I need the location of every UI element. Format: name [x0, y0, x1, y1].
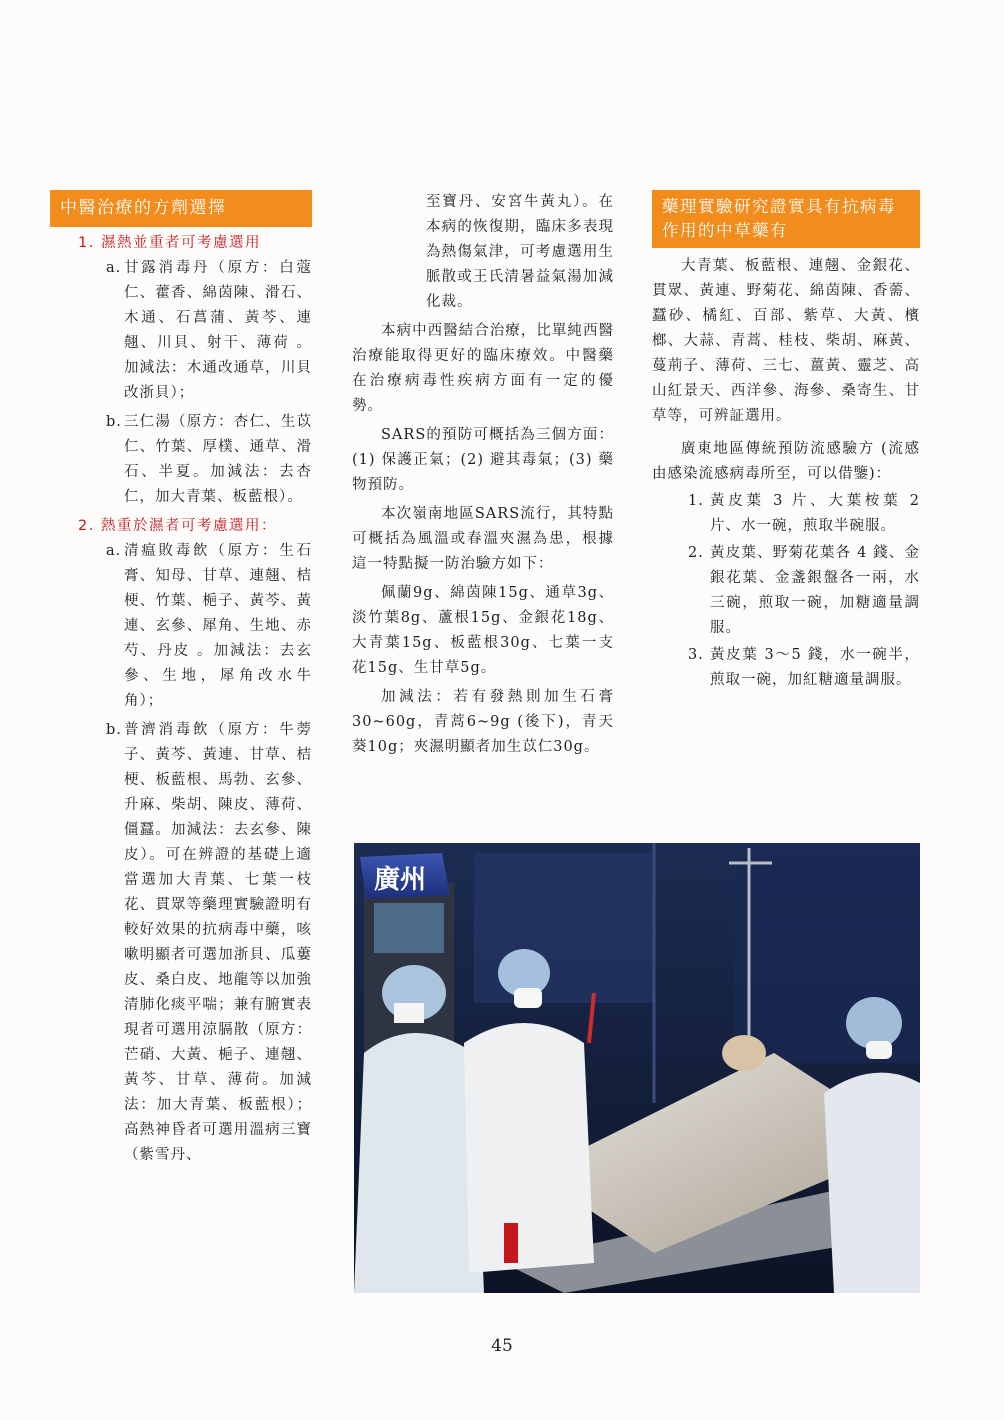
right-column: [652, 190, 920, 693]
photo-illustration: [354, 843, 920, 1293]
item-label: b.: [106, 414, 122, 430]
item-label: b.: [106, 722, 122, 738]
modification-paragraph: 加減法：若有發熱則加生石膏30~60g，青蒿6~9g (後下)，青天葵10g；夾濕明顯者加生苡仁30g。: [352, 689, 614, 755]
photo-location-label: 廣州: [374, 865, 427, 895]
item-text: 甘露消毒丹（原方：白蔻仁、藿香、綿茵陳、滑石、木通、石菖蒲、黃芩、連翹、川貝、射干、薄荷 。加減法：木通改通草，川貝改浙貝）；: [124, 260, 312, 401]
list-item: [688, 643, 920, 693]
list-item: [688, 489, 920, 539]
paragraph: 本次嶺南地區SARS流行，其特點可概括為風溫或春溫夾濕為患，根據這一特點擬一防治驗方如下：: [352, 506, 614, 572]
section-header-prescriptions: 中醫治療的方劑選擇: [50, 190, 312, 227]
item-label: 1.: [688, 493, 704, 509]
list-item: [106, 410, 312, 510]
list-item: [106, 539, 312, 714]
item-text: 普濟消毒飲（原方：牛蒡子、黃芩、黃連、甘草、桔梗、板藍根、馬勃、玄參、升麻、柴胡、陳皮、薄荷、僵蠶。加減法：去玄參、陳皮）。可在辨證的基礎上適當選加大青葉、七葉一枝花、貫眾等藥理實驗證明有較好效果的抗病毒中藥，咳嗽明顯者可選加浙貝、瓜蔞皮、桑白皮、地龍等以加強清肺化痰平喘；兼有腑實表現者可選用涼膈散（原方：芒硝、大黃、梔子、連翹、黃芩、甘草、薄荷。加減法：加大青葉、板藍根）；高熱神昏者可選用溫病三寶（紫雪丹、: [124, 722, 312, 1163]
item-label: a.: [106, 543, 122, 559]
list-item: [106, 718, 312, 1168]
list-item: [106, 256, 312, 406]
subheading-damp-heat: 1. 濕熱並重者可考慮選用: [78, 235, 261, 251]
list-item: [688, 541, 920, 641]
middle-column: [352, 190, 614, 760]
item-text: 黃皮葉 3 片、大葉桉葉 2 片、水一碗，煎取半碗服。: [710, 493, 920, 534]
item-text: 三仁湯（原方：杏仁、生苡仁、竹葉、厚樸、通草、滑石、半夏。加減法：去杏仁，加大青葉、板藍根）。: [124, 414, 312, 505]
item-label: 2.: [688, 545, 704, 561]
item-label: a.: [106, 260, 122, 276]
continuation-text: 至寶丹、安宮牛黃丸）。在本病的恢復期，臨床多表現為熱傷氣津，可考慮選用生脈散或王氏清暑益氣湯加減化裁。: [426, 194, 614, 310]
page-number: 45: [491, 1336, 513, 1356]
item-text: 清瘟敗毒飲（原方：生石膏、知母、甘草、連翹、桔梗、竹葉、梔子、黃芩、黃連、玄參、犀角、生地、赤芍、丹皮 。加減法：去玄參、生地，犀角改水牛角）；: [124, 543, 312, 709]
left-column: [50, 190, 312, 1168]
recipe-paragraph: 佩蘭9g、綿茵陳15g、通草3g、淡竹葉8g、蘆根15g、金銀花18g、大青葉15g、板藍根30g、七葉一支花15g、生甘草5g。: [352, 585, 614, 676]
item-text: 黃皮葉、野菊花葉各 4 錢、金銀花葉、金盞銀盤各一兩，水三碗，煎取一碗，加糖適量調服。: [710, 545, 920, 636]
herb-list-paragraph: 大青葉、板藍根、連翹、金銀花、貫眾、黃連、野菊花、綿茵陳、香薷、蠶砂、橘紅、百部、紫草、大黃、檳榔、大蒜、青蒿、桂枝、柴胡、麻黃、蔓荊子、薄荷、三七、薑黃、靈芝、高山紅景天、西洋參、海參、桑寄生、甘草等，可辨証選用。: [652, 258, 920, 424]
subheading-heat-over-damp: 2. 熱重於濕者可考慮選用：: [78, 518, 277, 534]
paragraph: 本病中西醫結合治療，比單純西醫治療能取得更好的臨床療效。中醫藥在治療病毒性疾病方面有一定的優勢。: [352, 323, 614, 414]
paragraph: SARS的預防可概括為三個方面：(1) 保護正氣；(2) 避其毒氣；(3) 藥物預防。: [352, 427, 614, 493]
item-text: 黃皮葉 3～5 錢，水一碗半，煎取一碗，加紅糖適量調服。: [710, 647, 920, 688]
flu-remedy-intro: 廣東地區傳統預防流感驗方 (流感由感染流感病毒所至，可以借鑒)：: [652, 441, 920, 482]
section-header-antiviral-herbs: 藥理實驗研究證實具有抗病毒作用的中草藥有: [652, 190, 920, 248]
hospital-ward-photo: [354, 843, 920, 1293]
item-label: 3.: [688, 647, 704, 663]
